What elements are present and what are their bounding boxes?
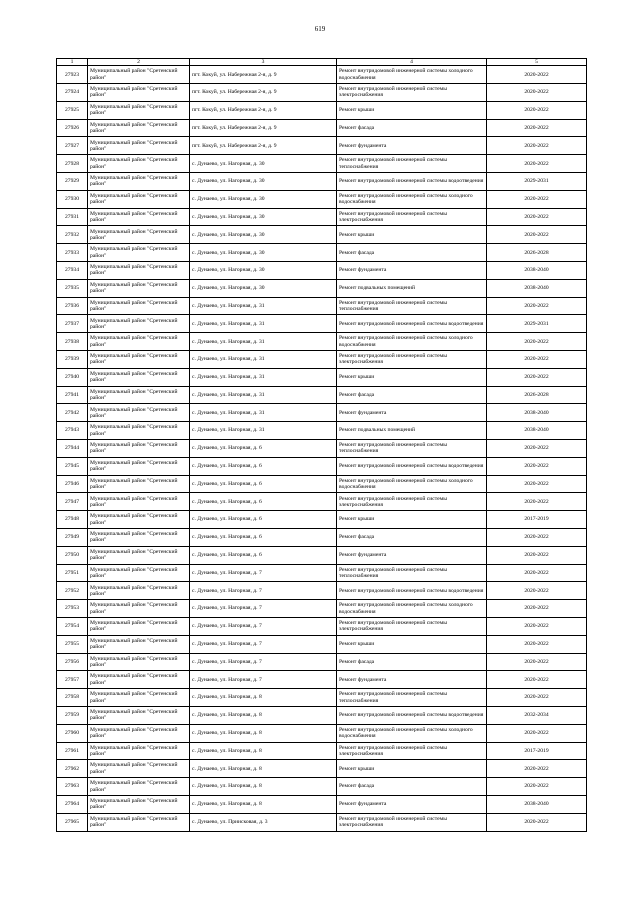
- work-type-cell: Ремонт внутридомовой инженерной системы водоотведения: [337, 457, 487, 475]
- table-row: [57, 493, 587, 511]
- period-cell: 2038-2040: [487, 795, 587, 813]
- work-type-cell: Ремонт внутридомовой инженерной системы теплоснабжения: [337, 564, 487, 582]
- work-type-cell: Ремонт фасада: [337, 119, 487, 137]
- work-type-cell: Ремонт подвальных помещений: [337, 422, 487, 440]
- district-cell: Муниципальный район "Сретенский район": [88, 618, 190, 636]
- row-number-cell: 27924: [57, 84, 88, 102]
- address-cell: с. Дунаево, ул. Нагорная, д. 7: [190, 564, 337, 582]
- work-type-cell: Ремонт внутридомовой инженерной системы электроснабжения: [337, 813, 487, 831]
- address-cell: с. Дунаево, ул. Приисковая, д. 3: [190, 813, 337, 831]
- row-number-cell: 27943: [57, 422, 88, 440]
- table-row: [57, 653, 587, 671]
- table-row: [57, 618, 587, 636]
- period-cell: 2038-2040: [487, 262, 587, 280]
- work-type-cell: Ремонт внутридомовой инженерной системы электроснабжения: [337, 84, 487, 102]
- row-number-cell: 27947: [57, 493, 88, 511]
- row-number-cell: 27944: [57, 440, 88, 458]
- district-cell: Муниципальный район "Сретенский район": [88, 119, 190, 137]
- row-number-cell: 27937: [57, 315, 88, 333]
- table-row: [57, 368, 587, 386]
- period-cell: 2020-2022: [487, 457, 587, 475]
- district-cell: Муниципальный район "Сретенский район": [88, 546, 190, 564]
- work-type-cell: Ремонт внутридомовой инженерной системы электроснабжения: [337, 493, 487, 511]
- work-type-cell: Ремонт внутридомовой инженерной системы водоотведения: [337, 582, 487, 600]
- period-cell: 2020-2022: [487, 618, 587, 636]
- work-type-cell: Ремонт фасада: [337, 386, 487, 404]
- period-cell: 2032-2034: [487, 706, 587, 724]
- address-cell: с. Дунаево, ул. Нагорная, д. 8: [190, 689, 337, 707]
- period-cell: 2020-2022: [487, 84, 587, 102]
- district-cell: Муниципальный район "Сретенский район": [88, 724, 190, 742]
- district-cell: Муниципальный район "Сретенский район": [88, 475, 190, 493]
- address-cell: с. Дунаево, ул. Нагорная, д. 30: [190, 208, 337, 226]
- row-number-cell: 27952: [57, 582, 88, 600]
- work-type-cell: Ремонт фасада: [337, 653, 487, 671]
- row-number-cell: 27958: [57, 689, 88, 707]
- column-header: 4: [337, 59, 487, 66]
- period-cell: 2020-2022: [487, 475, 587, 493]
- row-number-cell: 27926: [57, 119, 88, 137]
- table-row: [57, 600, 587, 618]
- work-type-cell: Ремонт фундамента: [337, 546, 487, 564]
- work-type-cell: Ремонт крыши: [337, 226, 487, 244]
- table-row: [57, 457, 587, 475]
- work-type-cell: Ремонт внутридомовой инженерной системы холодного водоснабжения: [337, 600, 487, 618]
- table-row: [57, 244, 587, 262]
- district-cell: Муниципальный район "Сретенский район": [88, 190, 190, 208]
- repair-schedule-table: [56, 58, 587, 832]
- period-cell: 2020-2022: [487, 155, 587, 173]
- period-cell: 2020-2022: [487, 119, 587, 137]
- period-cell: 2020-2022: [487, 226, 587, 244]
- work-type-cell: Ремонт внутридомовой инженерной системы холодного водоснабжения: [337, 333, 487, 351]
- period-cell: 2020-2022: [487, 208, 587, 226]
- work-type-cell: Ремонт фасада: [337, 529, 487, 547]
- work-type-cell: Ремонт внутридомовой инженерной системы электроснабжения: [337, 742, 487, 760]
- work-type-cell: Ремонт фундамента: [337, 262, 487, 280]
- address-cell: с. Дунаево, ул. Нагорная, д. 7: [190, 635, 337, 653]
- row-number-cell: 27940: [57, 368, 88, 386]
- work-type-cell: Ремонт фасада: [337, 244, 487, 262]
- period-cell: 2020-2022: [487, 813, 587, 831]
- table-row: [57, 262, 587, 280]
- address-cell: с. Дунаево, ул. Нагорная, д. 8: [190, 706, 337, 724]
- period-cell: 2026-2028: [487, 244, 587, 262]
- work-type-cell: Ремонт фундамента: [337, 795, 487, 813]
- period-cell: 2020-2022: [487, 635, 587, 653]
- column-header: 2: [88, 59, 190, 66]
- address-cell: пгт. Кокуй, ул. Набережная 2-я, д. 9: [190, 84, 337, 102]
- table-row: [57, 440, 587, 458]
- table-row: [57, 226, 587, 244]
- work-type-cell: Ремонт внутридомовой инженерной системы электроснабжения: [337, 351, 487, 369]
- work-type-cell: Ремонт внутридомовой инженерной системы водоотведения: [337, 706, 487, 724]
- address-cell: с. Дунаево, ул. Нагорная, д. 6: [190, 529, 337, 547]
- address-cell: с. Дунаево, ул. Нагорная, д. 7: [190, 618, 337, 636]
- period-cell: 2020-2022: [487, 778, 587, 796]
- address-cell: с. Дунаево, ул. Нагорная, д. 31: [190, 422, 337, 440]
- period-cell: 2020-2022: [487, 440, 587, 458]
- address-cell: с. Дунаево, ул. Нагорная, д. 7: [190, 582, 337, 600]
- address-cell: с. Дунаево, ул. Нагорная, д. 31: [190, 315, 337, 333]
- period-cell: 2020-2022: [487, 689, 587, 707]
- address-cell: с. Дунаево, ул. Нагорная, д. 31: [190, 368, 337, 386]
- address-cell: с. Дунаево, ул. Нагорная, д. 31: [190, 333, 337, 351]
- period-cell: 2020-2022: [487, 101, 587, 119]
- address-cell: пгт. Кокуй, ул. Набережная 2-я, д. 9: [190, 137, 337, 155]
- address-cell: с. Дунаево, ул. Нагорная, д. 8: [190, 724, 337, 742]
- row-number-cell: 27948: [57, 511, 88, 529]
- district-cell: Муниципальный район "Сретенский район": [88, 279, 190, 297]
- address-cell: с. Дунаево, ул. Нагорная, д. 30: [190, 190, 337, 208]
- row-number-cell: 27956: [57, 653, 88, 671]
- district-cell: Муниципальный район "Сретенский район": [88, 689, 190, 707]
- table-row: [57, 386, 587, 404]
- table-row: [57, 66, 587, 84]
- row-number-cell: 27933: [57, 244, 88, 262]
- table-row: [57, 119, 587, 137]
- period-cell: 2020-2022: [487, 600, 587, 618]
- row-number-cell: 27931: [57, 208, 88, 226]
- district-cell: Муниципальный район "Сретенский район": [88, 760, 190, 778]
- address-cell: с. Дунаево, ул. Нагорная, д. 30: [190, 155, 337, 173]
- district-cell: Муниципальный район "Сретенский район": [88, 511, 190, 529]
- table-row: [57, 190, 587, 208]
- work-type-cell: Ремонт внутридомовой инженерной системы холодного водоснабжения: [337, 475, 487, 493]
- district-cell: Муниципальный район "Сретенский район": [88, 155, 190, 173]
- period-cell: 2020-2022: [487, 137, 587, 155]
- table-row: [57, 315, 587, 333]
- district-cell: Муниципальный район "Сретенский район": [88, 653, 190, 671]
- address-cell: с. Дунаево, ул. Нагорная, д. 30: [190, 279, 337, 297]
- row-number-cell: 27930: [57, 190, 88, 208]
- district-cell: Муниципальный район "Сретенский район": [88, 422, 190, 440]
- period-cell: 2020-2022: [487, 351, 587, 369]
- district-cell: Муниципальный район "Сретенский район": [88, 351, 190, 369]
- table-row: [57, 279, 587, 297]
- row-number-cell: 27959: [57, 706, 88, 724]
- district-cell: Муниципальный район "Сретенский район": [88, 778, 190, 796]
- district-cell: Муниципальный район "Сретенский район": [88, 173, 190, 191]
- period-cell: 2020-2022: [487, 564, 587, 582]
- district-cell: Муниципальный район "Сретенский район": [88, 529, 190, 547]
- row-number-cell: 27935: [57, 279, 88, 297]
- period-cell: 2020-2022: [487, 546, 587, 564]
- row-number-cell: 27949: [57, 529, 88, 547]
- period-cell: 2020-2022: [487, 529, 587, 547]
- district-cell: Муниципальный район "Сретенский район": [88, 208, 190, 226]
- table-row: [57, 546, 587, 564]
- work-type-cell: Ремонт внутридомовой инженерной системы теплоснабжения: [337, 689, 487, 707]
- table-header-row: [57, 59, 587, 66]
- district-cell: Муниципальный район "Сретенский район": [88, 742, 190, 760]
- row-number-cell: 27939: [57, 351, 88, 369]
- district-cell: Муниципальный район "Сретенский район": [88, 493, 190, 511]
- district-cell: Муниципальный район "Сретенский район": [88, 315, 190, 333]
- address-cell: с. Дунаево, ул. Нагорная, д. 6: [190, 546, 337, 564]
- table-row: [57, 137, 587, 155]
- row-number-cell: 27923: [57, 66, 88, 84]
- address-cell: с. Дунаево, ул. Нагорная, д. 30: [190, 262, 337, 280]
- address-cell: с. Дунаево, ул. Нагорная, д. 31: [190, 386, 337, 404]
- table-row: [57, 475, 587, 493]
- work-type-cell: Ремонт внутридомовой инженерной системы теплоснабжения: [337, 297, 487, 315]
- work-type-cell: Ремонт внутридомовой инженерной системы холодного водоснабжения: [337, 190, 487, 208]
- table-row: [57, 813, 587, 831]
- table-row: [57, 529, 587, 547]
- work-type-cell: Ремонт внутридомовой инженерной системы теплоснабжения: [337, 155, 487, 173]
- work-type-cell: Ремонт внутридомовой инженерной системы водоотведения: [337, 315, 487, 333]
- table-row: [57, 333, 587, 351]
- table-row: [57, 84, 587, 102]
- table-row: [57, 742, 587, 760]
- table-row: [57, 689, 587, 707]
- period-cell: 2020-2022: [487, 671, 587, 689]
- period-cell: 2038-2040: [487, 422, 587, 440]
- address-cell: с. Дунаево, ул. Нагорная, д. 7: [190, 671, 337, 689]
- column-header: 5: [487, 59, 587, 66]
- table-row: [57, 760, 587, 778]
- address-cell: пгт. Кокуй, ул. Набережная 2-я, д. 9: [190, 66, 337, 84]
- table-row: [57, 511, 587, 529]
- table-row: [57, 706, 587, 724]
- district-cell: Муниципальный район "Сретенский район": [88, 813, 190, 831]
- district-cell: Муниципальный район "Сретенский район": [88, 635, 190, 653]
- row-number-cell: 27964: [57, 795, 88, 813]
- period-cell: 2020-2022: [487, 333, 587, 351]
- work-type-cell: Ремонт внутридомовой инженерной системы водоотведения: [337, 173, 487, 191]
- district-cell: Муниципальный район "Сретенский район": [88, 404, 190, 422]
- work-type-cell: Ремонт внутридомовой инженерной системы холодного водоснабжения: [337, 724, 487, 742]
- work-type-cell: Ремонт крыши: [337, 101, 487, 119]
- table-row: [57, 582, 587, 600]
- table-row: [57, 208, 587, 226]
- row-number-cell: 27929: [57, 173, 88, 191]
- row-number-cell: 27950: [57, 546, 88, 564]
- page-number: 619: [314, 25, 326, 33]
- table-body: [57, 66, 587, 831]
- row-number-cell: 27955: [57, 635, 88, 653]
- address-cell: с. Дунаево, ул. Нагорная, д. 6: [190, 475, 337, 493]
- district-cell: Муниципальный район "Сретенский район": [88, 671, 190, 689]
- row-number-cell: 27932: [57, 226, 88, 244]
- work-type-cell: Ремонт внутридомовой инженерной системы теплоснабжения: [337, 440, 487, 458]
- row-number-cell: 27938: [57, 333, 88, 351]
- district-cell: Муниципальный район "Сретенский район": [88, 457, 190, 475]
- work-type-cell: Ремонт фундамента: [337, 137, 487, 155]
- period-cell: 2029-2031: [487, 173, 587, 191]
- work-type-cell: Ремонт крыши: [337, 368, 487, 386]
- period-cell: 2020-2022: [487, 724, 587, 742]
- row-number-cell: 27945: [57, 457, 88, 475]
- period-cell: 2020-2022: [487, 760, 587, 778]
- address-cell: с. Дунаево, ул. Нагорная, д. 6: [190, 493, 337, 511]
- district-cell: Муниципальный район "Сретенский район": [88, 262, 190, 280]
- address-cell: с. Дунаево, ул. Нагорная, д. 6: [190, 440, 337, 458]
- table-row: [57, 297, 587, 315]
- table-row: [57, 564, 587, 582]
- table-row: [57, 404, 587, 422]
- district-cell: Муниципальный район "Сретенский район": [88, 226, 190, 244]
- period-cell: 2020-2022: [487, 653, 587, 671]
- table-row: [57, 778, 587, 796]
- table-row: [57, 155, 587, 173]
- table-row: [57, 173, 587, 191]
- row-number-cell: 27960: [57, 724, 88, 742]
- row-number-cell: 27941: [57, 386, 88, 404]
- work-type-cell: Ремонт крыши: [337, 511, 487, 529]
- period-cell: 2017-2019: [487, 742, 587, 760]
- row-number-cell: 27925: [57, 101, 88, 119]
- table-row: [57, 351, 587, 369]
- row-number-cell: 27954: [57, 618, 88, 636]
- row-number-cell: 27962: [57, 760, 88, 778]
- district-cell: Муниципальный район "Сретенский район": [88, 386, 190, 404]
- period-cell: 2020-2022: [487, 493, 587, 511]
- row-number-cell: 27934: [57, 262, 88, 280]
- district-cell: Муниципальный район "Сретенский район": [88, 297, 190, 315]
- work-type-cell: Ремонт внутридомовой инженерной системы электроснабжения: [337, 208, 487, 226]
- address-cell: с. Дунаево, ул. Нагорная, д. 31: [190, 404, 337, 422]
- address-cell: с. Дунаево, ул. Нагорная, д. 8: [190, 760, 337, 778]
- work-type-cell: Ремонт подвальных помещений: [337, 279, 487, 297]
- row-number-cell: 27965: [57, 813, 88, 831]
- address-cell: пгт. Кокуй, ул. Набережная 2-я, д. 9: [190, 119, 337, 137]
- column-header: 1: [57, 59, 88, 66]
- row-number-cell: 27936: [57, 297, 88, 315]
- address-cell: с. Дунаево, ул. Нагорная, д. 30: [190, 173, 337, 191]
- district-cell: Муниципальный район "Сретенский район": [88, 706, 190, 724]
- row-number-cell: 27942: [57, 404, 88, 422]
- row-number-cell: 27963: [57, 778, 88, 796]
- address-cell: с. Дунаево, ул. Нагорная, д. 7: [190, 653, 337, 671]
- row-number-cell: 27928: [57, 155, 88, 173]
- period-cell: 2020-2022: [487, 368, 587, 386]
- address-cell: с. Дунаево, ул. Нагорная, д. 8: [190, 795, 337, 813]
- work-type-cell: Ремонт внутридомовой инженерной системы электроснабжения: [337, 618, 487, 636]
- table-row: [57, 671, 587, 689]
- work-type-cell: Ремонт фундамента: [337, 404, 487, 422]
- row-number-cell: 27951: [57, 564, 88, 582]
- address-cell: с. Дунаево, ул. Нагорная, д. 31: [190, 297, 337, 315]
- row-number-cell: 27927: [57, 137, 88, 155]
- district-cell: Муниципальный район "Сретенский район": [88, 244, 190, 262]
- district-cell: Муниципальный район "Сретенский район": [88, 368, 190, 386]
- work-type-cell: Ремонт крыши: [337, 760, 487, 778]
- district-cell: Муниципальный район "Сретенский район": [88, 582, 190, 600]
- column-header: 3: [190, 59, 337, 66]
- address-cell: с. Дунаево, ул. Нагорная, д. 31: [190, 351, 337, 369]
- district-cell: Муниципальный район "Сретенский район": [88, 84, 190, 102]
- period-cell: 2020-2022: [487, 582, 587, 600]
- period-cell: 2020-2022: [487, 297, 587, 315]
- address-cell: с. Дунаево, ул. Нагорная, д. 6: [190, 457, 337, 475]
- work-type-cell: Ремонт крыши: [337, 635, 487, 653]
- address-cell: с. Дунаево, ул. Нагорная, д. 6: [190, 511, 337, 529]
- work-type-cell: Ремонт фасада: [337, 778, 487, 796]
- period-cell: 2038-2040: [487, 279, 587, 297]
- district-cell: Муниципальный район "Сретенский район": [88, 795, 190, 813]
- period-cell: 2020-2022: [487, 190, 587, 208]
- period-cell: 2017-2019: [487, 511, 587, 529]
- period-cell: 2026-2028: [487, 386, 587, 404]
- address-cell: пгт. Кокуй, ул. Набережная 2-я, д. 9: [190, 101, 337, 119]
- row-number-cell: 27953: [57, 600, 88, 618]
- district-cell: Муниципальный район "Сретенский район": [88, 101, 190, 119]
- address-cell: с. Дунаево, ул. Нагорная, д. 30: [190, 226, 337, 244]
- table-row: [57, 724, 587, 742]
- district-cell: Муниципальный район "Сретенский район": [88, 440, 190, 458]
- address-cell: с. Дунаево, ул. Нагорная, д. 30: [190, 244, 337, 262]
- address-cell: с. Дунаево, ул. Нагорная, д. 7: [190, 600, 337, 618]
- period-cell: 2020-2022: [487, 66, 587, 84]
- period-cell: 2038-2040: [487, 404, 587, 422]
- address-cell: с. Дунаево, ул. Нагорная, д. 8: [190, 778, 337, 796]
- district-cell: Муниципальный район "Сретенский район": [88, 600, 190, 618]
- address-cell: с. Дунаево, ул. Нагорная, д. 8: [190, 742, 337, 760]
- district-cell: Муниципальный район "Сретенский район": [88, 137, 190, 155]
- period-cell: 2029-2031: [487, 315, 587, 333]
- work-type-cell: Ремонт фундамента: [337, 671, 487, 689]
- table-row: [57, 635, 587, 653]
- row-number-cell: 27957: [57, 671, 88, 689]
- district-cell: Муниципальный район "Сретенский район": [88, 564, 190, 582]
- district-cell: Муниципальный район "Сретенский район": [88, 66, 190, 84]
- row-number-cell: 27946: [57, 475, 88, 493]
- district-cell: Муниципальный район "Сретенский район": [88, 333, 190, 351]
- table-row: [57, 795, 587, 813]
- table-row: [57, 101, 587, 119]
- table-row: [57, 422, 587, 440]
- row-number-cell: 27961: [57, 742, 88, 760]
- work-type-cell: Ремонт внутридомовой инженерной системы холодного водоснабжения: [337, 66, 487, 84]
